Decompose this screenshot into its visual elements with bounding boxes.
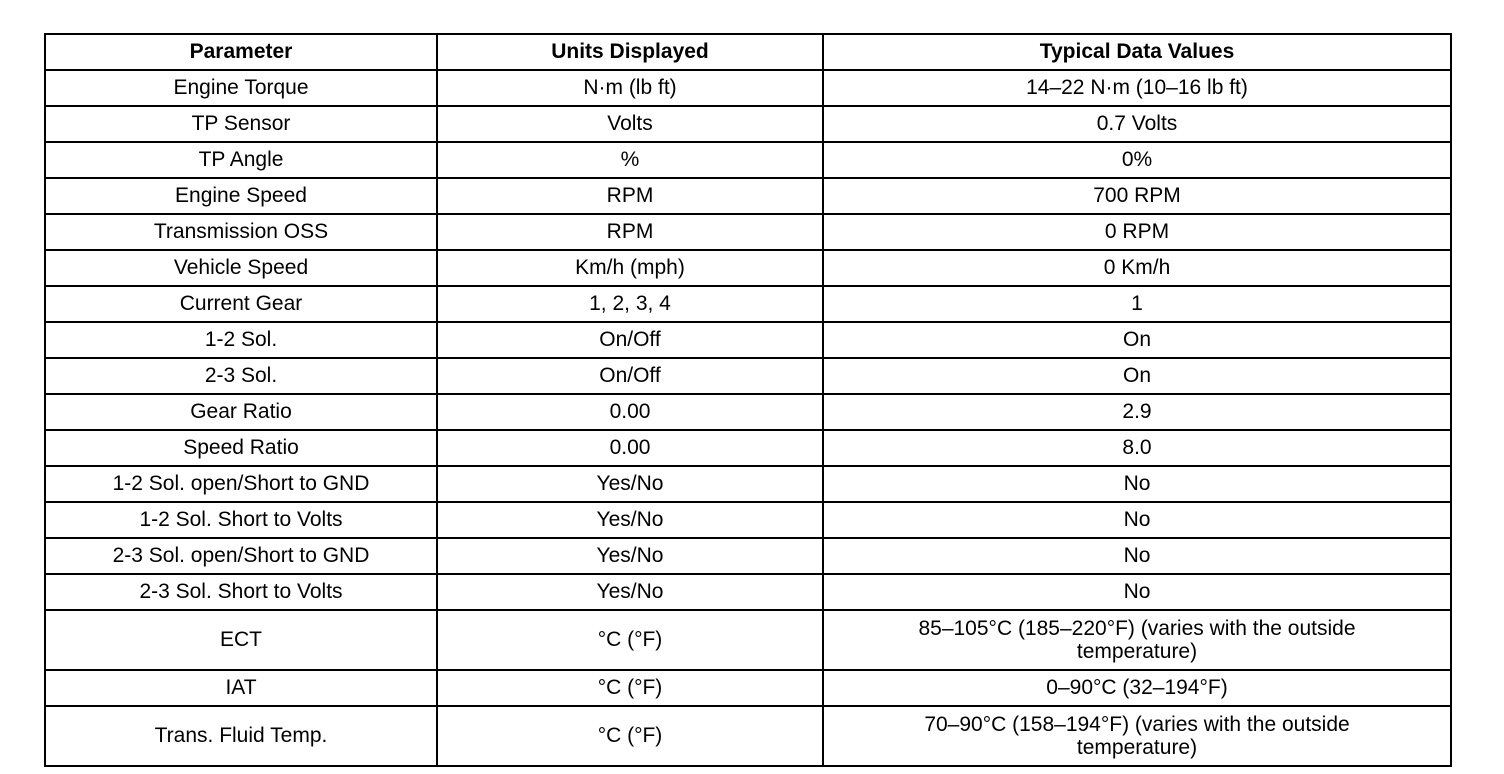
table-row (45, 142, 1451, 178)
cell-parameter: Vehicle Speed (45, 250, 437, 286)
cell-typical-value: No (823, 538, 1451, 574)
cell-units: Volts (437, 106, 823, 142)
cell-units: Yes/No (437, 502, 823, 538)
cell-typical-value: 0% (823, 142, 1451, 178)
table-row (45, 250, 1451, 286)
table-row (45, 358, 1451, 394)
cell-units: On/Off (437, 322, 823, 358)
cell-typical-value: No (823, 574, 1451, 610)
table-row (45, 706, 1451, 766)
cell-typical-value-text: 70–90°C (158–194°F) (varies with the outside temperature) (924, 712, 1350, 759)
table-row (45, 214, 1451, 250)
cell-typical-value: 2.9 (823, 394, 1451, 430)
table-row (45, 670, 1451, 706)
cell-parameter: Trans. Fluid Temp. (45, 706, 437, 766)
cell-parameter: Gear Ratio (45, 394, 437, 430)
table-row (45, 574, 1451, 610)
cell-typical-value: 1 (823, 286, 1451, 322)
cell-units: Yes/No (437, 538, 823, 574)
cell-parameter: Engine Torque (45, 70, 437, 106)
cell-parameter: 1-2 Sol. (45, 322, 437, 358)
cell-units: °C (°F) (437, 610, 823, 670)
cell-units: Yes/No (437, 574, 823, 610)
header-typical-data-values: Typical Data Values (823, 34, 1451, 70)
cell-units: RPM (437, 214, 823, 250)
header-units-displayed: Units Displayed (437, 34, 823, 70)
table-row (45, 70, 1451, 106)
cell-parameter: IAT (45, 670, 437, 706)
table-row (45, 502, 1451, 538)
cell-parameter: TP Sensor (45, 106, 437, 142)
cell-parameter: TP Angle (45, 142, 437, 178)
cell-units: N·m (lb ft) (437, 70, 823, 106)
table-row (45, 610, 1451, 670)
cell-typical-value: 0–90°C (32–194°F) (823, 670, 1451, 706)
cell-units: 0.00 (437, 394, 823, 430)
cell-units: On/Off (437, 358, 823, 394)
cell-parameter: Transmission OSS (45, 214, 437, 250)
cell-typical-value (823, 706, 1451, 766)
cell-typical-value: 14–22 N·m (10–16 lb ft) (823, 70, 1451, 106)
table-header-row (45, 34, 1451, 70)
header-parameter: Parameter (45, 34, 437, 70)
cell-parameter: Current Gear (45, 286, 437, 322)
cell-typical-value: 0 RPM (823, 214, 1451, 250)
cell-typical-value (823, 610, 1451, 670)
cell-units: % (437, 142, 823, 178)
table-row (45, 286, 1451, 322)
cell-typical-value: 0 Km/h (823, 250, 1451, 286)
scan-tool-data-table (44, 33, 1452, 767)
cell-typical-value: On (823, 322, 1451, 358)
table-row (45, 106, 1451, 142)
cell-units: 0.00 (437, 430, 823, 466)
table-row (45, 178, 1451, 214)
table-row (45, 466, 1451, 502)
cell-parameter: ECT (45, 610, 437, 670)
data-table-container (44, 33, 1450, 767)
cell-typical-value: No (823, 502, 1451, 538)
cell-parameter: 2-3 Sol. Short to Volts (45, 574, 437, 610)
cell-typical-value: 0.7 Volts (823, 106, 1451, 142)
cell-units: Km/h (mph) (437, 250, 823, 286)
table-row (45, 430, 1451, 466)
cell-parameter: Speed Ratio (45, 430, 437, 466)
cell-units: Yes/No (437, 466, 823, 502)
table-row (45, 322, 1451, 358)
cell-typical-value: On (823, 358, 1451, 394)
cell-typical-value: 8.0 (823, 430, 1451, 466)
cell-parameter: 1-2 Sol. open/Short to GND (45, 466, 437, 502)
cell-units: °C (°F) (437, 706, 823, 766)
cell-units: 1, 2, 3, 4 (437, 286, 823, 322)
cell-typical-value: 700 RPM (823, 178, 1451, 214)
cell-typical-value-text: 85–105°C (185–220°F) (varies with the outside temperature) (918, 616, 1356, 663)
cell-units: °C (°F) (437, 670, 823, 706)
cell-units: RPM (437, 178, 823, 214)
cell-parameter: 2-3 Sol. (45, 358, 437, 394)
cell-parameter: 2-3 Sol. open/Short to GND (45, 538, 437, 574)
cell-parameter: Engine Speed (45, 178, 437, 214)
table-row (45, 538, 1451, 574)
table-row (45, 394, 1451, 430)
cell-parameter: 1-2 Sol. Short to Volts (45, 502, 437, 538)
cell-typical-value: No (823, 466, 1451, 502)
